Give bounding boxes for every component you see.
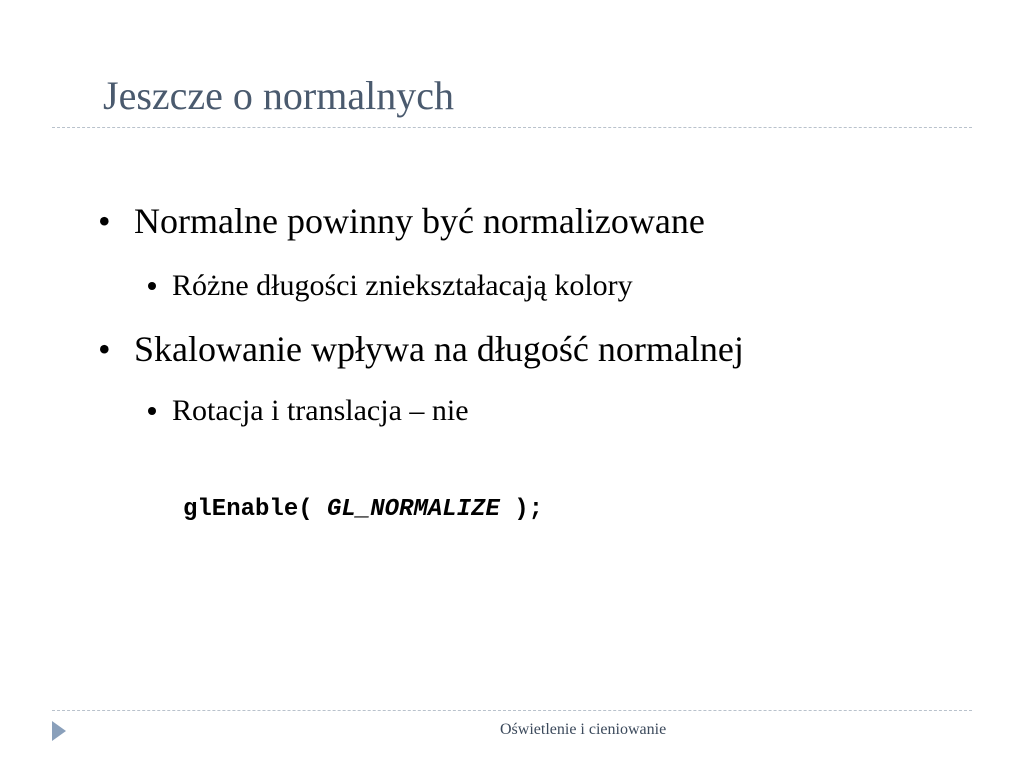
bullet-item-2 xyxy=(98,327,744,371)
code-argument: GL_NORMALIZE xyxy=(327,496,500,523)
sub-bullet-dot xyxy=(148,282,156,290)
next-slide-triangle-icon[interactable] xyxy=(52,721,66,741)
code-snippet xyxy=(183,494,543,526)
footer-text: Oświetlenie i cieniowanie xyxy=(500,721,667,738)
bullet-item-2-text: Skalowanie wpływa na długość normalnej xyxy=(134,329,744,369)
bullet-dot: • xyxy=(98,329,111,369)
slide-title: Jeszcze o normalnych xyxy=(103,73,454,118)
sub-bullet-item-1-text: Różne długości zniekształacają kolory xyxy=(172,269,633,302)
bullet-dot: • xyxy=(98,201,111,241)
bullet-item-1-text: Normalne powinny być normalizowane xyxy=(134,201,705,241)
code-suffix: ); xyxy=(499,496,544,523)
sub-bullet-item-2 xyxy=(148,393,469,429)
code-prefix: glEnable( xyxy=(183,496,328,523)
footer-divider xyxy=(52,710,972,711)
title-divider xyxy=(52,127,972,128)
sub-bullet-dot xyxy=(148,407,156,415)
sub-bullet-item-1 xyxy=(148,268,633,304)
bullet-item-1 xyxy=(98,199,705,243)
sub-bullet-item-2-text: Rotacja i translacja – nie xyxy=(172,394,469,427)
